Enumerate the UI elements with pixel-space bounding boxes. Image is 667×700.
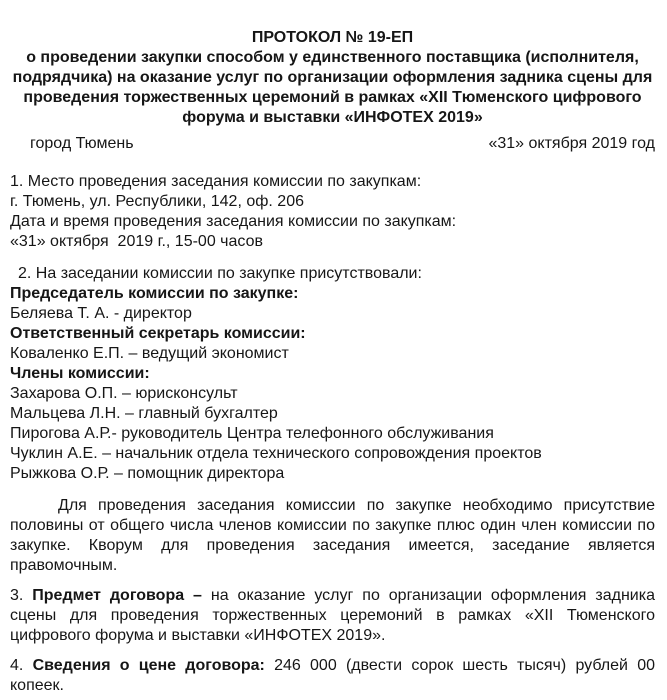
secretary-label: Ответственный секретарь комиссии:	[10, 325, 306, 342]
chair-label: Председатель комиссии по закупке:	[10, 285, 299, 302]
member-item: Мальцева Л.Н. – главный бухгалтер	[10, 405, 278, 422]
meeting-datetime-heading: Дата и время проведения заседания комиссии по закупкам:	[10, 213, 457, 230]
document-title	[10, 28, 655, 128]
contract-price-label: Сведения о цене договора:	[32, 657, 275, 674]
member-item: Захарова О.П. – юрисконсульт	[10, 385, 238, 402]
member-item: Чуклин А.Е. – начальник отдела технического сопровождения проектов	[10, 445, 542, 462]
section-contract-subject	[10, 586, 655, 646]
title-protocol-number: ПРОТОКОЛ № 19-ЕП	[251, 29, 414, 46]
dateline-date: «31» октября 2019 год	[488, 135, 655, 152]
title-line-4: проведения торжественных церемоний в рамках «XII Тюменского цифрового	[23, 89, 642, 106]
contract-subject-number: 3.	[10, 587, 33, 604]
contract-subject-label: Предмет договора –	[32, 587, 211, 604]
contract-subject-text: на оказание услуг по организации оформления задника сцены для проведения торжественных церемоний в рамках «XII Тюменского цифрового форума и выставки «ИНФОТЕХ 2019».	[10, 587, 655, 644]
member-item: Рыжкова О.Р. – помощник директора	[10, 465, 285, 482]
contract-price-number: 4.	[10, 657, 33, 674]
title-line-5: форума и выставки «ИНФОТЕХ 2019»	[182, 109, 483, 126]
dateline	[10, 134, 655, 154]
title-line-3: подрядчика) на оказание услуг по организации оформления задника сцены для	[12, 69, 653, 86]
section-meeting-place	[10, 172, 655, 252]
meeting-datetime-value: «31» октября 2019 г., 15-00 часов	[10, 233, 263, 250]
attendees-heading: 2. На заседании комиссии по закупке присутствовали:	[18, 265, 422, 282]
chair-name: Беляева Т. А. - директор	[10, 305, 192, 322]
section-attendees	[10, 264, 655, 484]
section-contract-price	[10, 656, 655, 696]
title-line-2: о проведении закупки способом у единственного поставщика (исполнителя,	[26, 49, 639, 66]
member-item: Пирогова А.Р.- руководитель Центра телефонного обслуживания	[10, 425, 494, 442]
quorum-paragraph: Для проведения заседания комиссии по закупке необходимо присутствие половины от общего числа членов комиссии по закупке плюс один член комиссии по закупке. Кворум для проведения заседания имеется, заседание является правомочным.	[10, 497, 655, 574]
meeting-place-heading: 1. Место проведения заседания комиссии по закупкам:	[10, 173, 422, 190]
secretary-name: Коваленко Е.П. – ведущий экономист	[10, 345, 289, 362]
dateline-city: город Тюмень	[30, 135, 134, 152]
contract-price-text: 246 000 (двести сорок шесть тысяч) рублей 00 копеек.	[10, 657, 655, 694]
meeting-address: г. Тюмень, ул. Республики, 142, оф. 206	[10, 193, 304, 210]
members-label: Члены комиссии:	[10, 365, 150, 382]
